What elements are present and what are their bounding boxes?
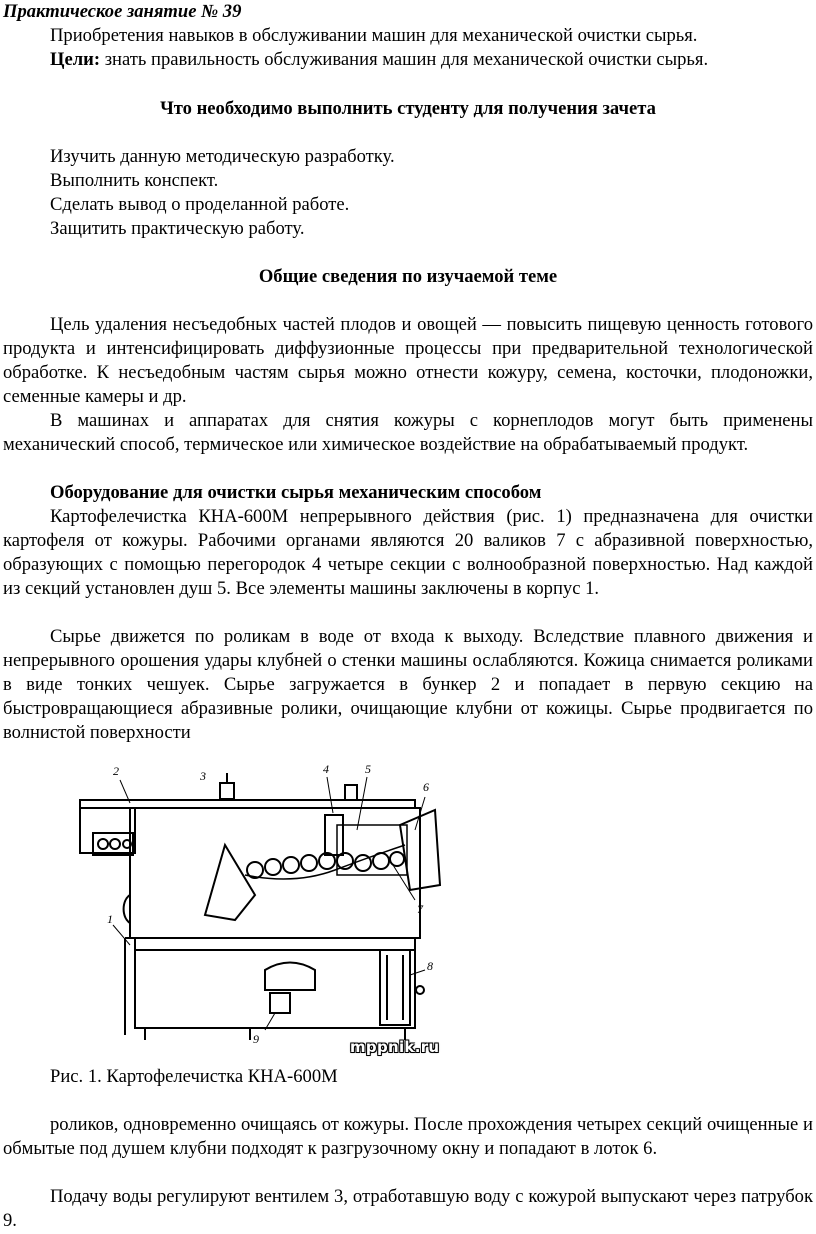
paragraph-2: В машинах и аппаратах для снятия кожуры с корнеплодов могут быть применены механический способ, термическое или химическое воздействие на обрабатываемый продукт. [3,410,813,455]
figure-label-6: 6 [423,780,429,794]
tasks-heading: Что необходимо выполнить студенту для получения зачета [160,98,656,119]
paragraph-4: Сырье движется по роликам в воде от входа к выходу. Вследствие плавного движения и непрерывного орошения удары клубней о стенки машины ослабляются. Кожица снимается роликами в виде тонких чешуек. Сырье загружается в бункер 2 и попадает в первую секцию на быстровращающиеся абразивные ролики, очищающие клубни от кожицы. Сырье продвигается по волнистой поверхности [3,626,813,743]
figure-label-3: 3 [200,769,206,783]
task-item: Изучить данную методическую разработку. [50,146,395,167]
task-item: Выполнить конспект. [50,170,219,191]
lesson-goal [50,48,708,72]
figure-label-2: 2 [113,764,119,778]
paragraph-5-text: роликов, одновременно очищаясь от кожуры. После прохождения четырех секций очищенные и обмытые под душем клубни подходят к разгрузочному окну и попадают в лоток 6. [3,1114,813,1159]
lesson-title: Практическое занятие № 39 [3,1,242,22]
figure-label-7: 7 [417,902,423,916]
figure-label-8: 8 [427,959,433,973]
figure-label-5: 5 [365,762,371,776]
figure-label-9: 9 [253,1032,259,1046]
equipment-subheading: Оборудование для очистки сырья механическим способом [50,482,542,503]
paragraph-6: Подачу воды регулируют вентилем 3, отработавшую воду с кожурой выпускают через патрубок 9. [3,1186,813,1231]
paragraph-1: Цель удаления несъедобных частей плодов и овощей — повысить пищевую ценность готового продукта и интенсифицировать диффузионные процессы при предварительной технологической обработке. К несъедобным частям сырья можно отнести кожуру, семена, косточки, плодоножки, семенные камеры и др. [3,314,813,407]
goal-text: знать правильность обслуживания машин для механической очистки сырья. [100,49,709,70]
task-item: Защитить практическую работу. [50,218,305,239]
machine-drawing [75,755,455,1060]
figure-label-4: 4 [323,762,329,776]
lesson-subject: Приобретения навыков в обслуживании машин для механической очистки сырья. [50,25,698,46]
task-item: Сделать вывод о проделанной работе. [50,194,350,215]
general-heading: Общие сведения по изучаемой теме [258,266,558,287]
figure-label-1: 1 [107,912,113,926]
goal-label: Цели: [50,49,101,70]
watermark: mppnik.ru [350,1038,440,1056]
machine-figure [75,755,455,1060]
figure-caption: Рис. 1. Картофелечистка КНА-600М [50,1066,338,1087]
paragraph-3: Картофелечистка КНА-600М непрерывного действия (рис. 1) предназначена для очистки картофеля от кожуры. Рабочими органами являются 20 валиков 7 с абразивной поверхностью, образующих с помощью перегородок 4 четыре секции с волнообразной поверхностью. Над каждой из секций установлен душ 5. Все элементы машины заключены в корпус 1. [3,506,813,599]
paragraph-5 [3,1113,813,1161]
